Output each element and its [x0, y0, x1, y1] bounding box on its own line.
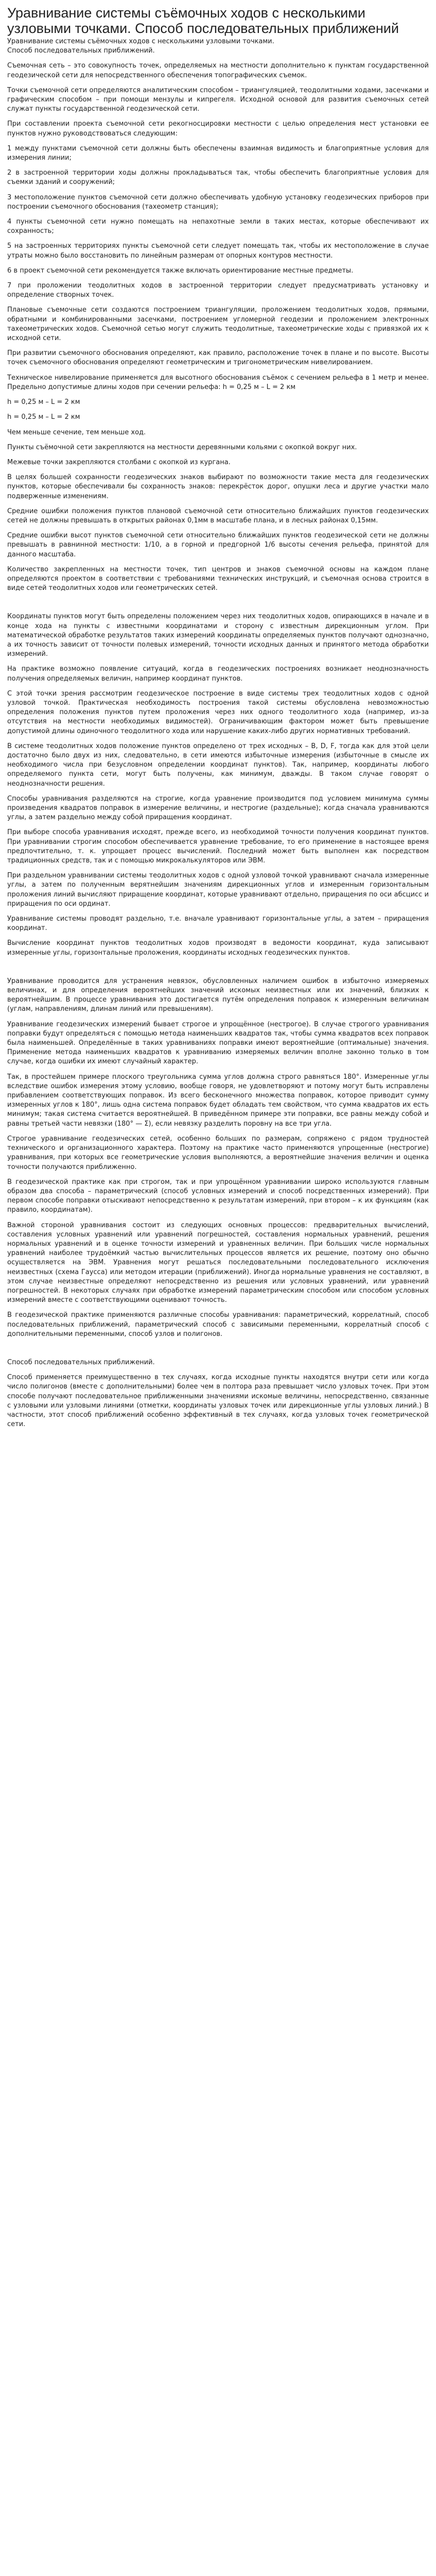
paragraph [7, 61, 429, 80]
paragraph [7, 281, 429, 300]
paragraph [7, 306, 429, 343]
paragraph [7, 217, 429, 236]
paragraph [7, 193, 429, 212]
paragraph [7, 1373, 429, 1429]
paragraph-text: В геодезической практике применяются различные способы уравнивания: параметрический, коррелатный, способ последовательных приближений, параметрический способ с зависимыми переменными, коррелатный способ с дополнительными переменными, способ узлов и полигонов. [7, 1311, 429, 1338]
paragraph-text: 4 пункты съемочной сети нужно помещать на непахотные земли в таких местах, которые обеспечивают их сохранность; [7, 218, 429, 235]
paragraph-text: Строгое уравнивание геодезических сетей, особенно больших по размерам, сопряжено с рядом трудностей технического и организационного характера. Поэтому на практике часто применяются упрощенные (нестрогие) уравнивания, при которых все геометрические условия выполняются, а вероятнейшие значения величин и оценка точности получаются приближенно. [7, 1134, 429, 1171]
paragraph-text: 3 местоположение пунктов съемочной сети должно обеспечивать удобную установку геодезических приборов при построении съемочного обоснования (тахеометр станция); [7, 193, 429, 211]
paragraph-text: Чем меньше сечение, тем меньше ход. [7, 428, 146, 436]
paragraph-text: В геодезической практике как при строгом, так и при упрощённом уравнивании широко используются главным образом два способа – параметрический (способ условных измерений и способ посредственных измерений). При первом способе поправки отыскивают непосредственно к результатам измерений, при втором – к их функциям (как правило, координатам). [7, 1178, 429, 1214]
paragraph [7, 144, 429, 163]
paragraph [7, 266, 429, 276]
paragraph [7, 349, 429, 367]
paragraph [7, 1358, 429, 1367]
paragraph-text: Техническое нивелирование применяется для высотного обоснования съёмок с сечением рельефа в 1 метр и менее. Предельно допустимые длины ходов при сечении рельефа: h = 0,25 м – L = 2 км [7, 374, 429, 391]
paragraph-text: Пункты съёмочной сети закрепляются на местности деревянными кольями с окопкой вокруг них. [7, 443, 357, 451]
paragraph-text: Уравнивание системы проводят раздельно, т.е. вначале уравнивают горизонтальные углы, а затем – приращения координат. [7, 915, 429, 933]
paragraph [7, 531, 429, 560]
paragraph [7, 794, 429, 823]
paragraph-text: Уравнивание геодезических измерений бывает строгое и упрощённое (нестрогое). В случае строгого уравнивания поправки будут определяться с помощью метода наименьших квадратов так, чтобы сумма квадратов всех поправок была наименьшей. Определённые в таких уравниваниях поправки имеют вероятнейшие (оптимальные) значения. Применение метода наименьших квадратов к уравниванию измеряемых величин вполне законно только в том случае, когда ошибки их имеют случайный характер. [7, 1020, 429, 1066]
paragraph-text: Межевые точки закрепляются столбами с окопкой из кургана. [7, 458, 231, 466]
paragraph-text: Средние ошибки высот пунктов съемочной сети относительно ближайших пунктов геодезической сети не должны превышать в равнинной местности: 1/10, а в горной и предгорной 1/6 высоты сечения рельефа, принятой для данного масштаба. [7, 532, 429, 558]
paragraph [7, 168, 429, 187]
paragraph-text: h = 0,25 м – L = 2 км [7, 398, 80, 406]
article-body [7, 37, 429, 1429]
paragraph [7, 443, 429, 452]
page-title: Уравнивание системы съёмочных ходов с несколькими узловыми точками. Способ последовательных приближений [7, 5, 399, 36]
paragraph-text: 6 в проект съемочной сети рекомендуется также включать ориентирование местные предметы. [7, 266, 354, 275]
paragraph-text: В целях большей сохранности геодезических знаков выбирают по возможности такие места для геодезических пунктов, которые обеспечивали бы сохранность знаков: перекрёсток дорог, опушки леса и другие участки мало подверженные изменениям. [7, 473, 429, 500]
paragraph-text: Съемочная сеть – это совокупность точек, определяемых на местности дополнительно к пунктам государственной геодезической сети для непосредственного обеспечения топографических съемок. [7, 62, 429, 79]
paragraph [7, 242, 429, 260]
paragraph-text: Способ применяется преимущественно в тех случаях, когда исходные пункты находятся внутри сети или когда число полигонов (вместе с дополнительными) более чем в полтора раза превышает число узловых точек. При этом способе получают последовательное приближенными значениями искомые величины, непосредственно, связанные с узловыми или узловыми линиями (отметки, координаты узловых точек или дирекционные углы узловых линий.) В частности, этот способ приближений особенно эффективный в тех случаях, когда узловых точек геометрической сети. [7, 1374, 429, 1429]
paragraph [7, 871, 429, 909]
paragraph-gap [7, 599, 429, 612]
paragraph-text: h = 0,25 м – L = 2 км [7, 413, 80, 421]
paragraph-text: При раздельном уравнивании системы теодолитных ходов с одной узловой точкой уравнивают сначала измеренные углы, а затем по полученным верятнейшим значениям дирекционных углов и измеренным горизонтальным проложения линий вычисляют приращение координат, которые уравнивают отдельно, приращения по оси абсцисс и приращения по оси ординат. [7, 872, 429, 908]
paragraph-text: Количество закрепленных на местности точек, тип центров и знаков съемочной основы на каждом планe определяются проектом в соответствии с требованиями технических инструкций, и съемочная основа строится в виде сетей теодолитных ходов или геометрических сетей. [7, 565, 429, 592]
paragraph [7, 413, 429, 422]
paragraph-text: Уравнивание проводится для устранения невязок, обусловленных наличием ошибок в избыточно измеряемых величинах, и для определения вероятнейших значений искомых неизвестных или их значений, близких к вероятнейшим. В процессе уравнивания это достигается путём определения поправок к измеренным величинам (углам, направлениям, длинам линий или превышениям). [7, 977, 429, 1013]
paragraph [7, 37, 429, 56]
paragraph-text: 1 между пунктами съемочной сети должны быть обеспечены взаимная видимость и благоприятные условия для измерения линии; [7, 144, 429, 162]
paragraph-text: Способ последовательных приближений. [7, 47, 155, 55]
paragraph [7, 689, 429, 736]
paragraph [7, 120, 429, 138]
paragraph [7, 428, 429, 437]
paragraph [7, 565, 429, 594]
paragraph-text: Так, в простейшем примере плоского треугольника сумма углов должна строго равняться 180°. Измеренные углы вследствие ошибок измерения этому условию, вообще говоря, не удовлетворяют и потому могут быть исправлены прибавлением соответствующих поправок. Из всего бесконечного множества поправок, которое приводит сумму измеренных углов к 180°, лишь одна система поправок будет обладать тем свойством, что сумма квадратов их есть минимум; такая система считается вероятнейшей. В приведённом примере эти поправки, все равны между собой и равны третьей части невязки (180° — Σ), если невязку разделить поровну на все три угла. [7, 1073, 429, 1128]
paragraph [7, 612, 429, 659]
paragraph-text: При развитии съемочного обоснования определяют, как правило, расположение точек в плане и по высоте. Высоты точек съемочного обоснования определяют геометрическим и тригонометрическим нивелированием. [7, 349, 429, 367]
paragraph-gap [7, 1345, 429, 1358]
paragraph-text: Точки съемочной сети определяются аналитическим способом – триангуляцией, теодолитными ходами, засечками и графическим способом – при помощи мензулы и кипрегеля. Исходной основой для развития съемочных сетей служат пункты государственной геодезической сети. [7, 86, 429, 113]
paragraph [7, 398, 429, 407]
paragraph-text: С этой точки зрения рассмотрим геодезическое построение в виде системы трех теодолитных ходов с одной узловой точкой. Практическая необходимость построения такой системы обусловлена невозможностью определения положения пунктов путем проложения через них одного теодолитного хода (например, из-за отсутствия на местности необходимых видимостей). Ограничивающим фактором может быть превышение допустимой длины одиночного теодолитного хода или нарушение каких-либо других нормативных требований. [7, 689, 429, 735]
paragraph [7, 977, 429, 1014]
paragraph-text: При выборе способа уравнивания исходят, прежде всего, из необходимой точности получения координат пунктов. При уравнивании строгим способом обеспечивается уравнение требование, то его применение в настоящее время предпочтительно, т. к. упрощает процесс вычислений. Последний может быть выполнен как посредством традиционных средств, так и с помощью микрокалькуляторов или ЭВМ. [7, 828, 429, 865]
paragraph-text: Вычисление координат пунктов теодолитных ходов производят в ведомости координат, куда записывают измеренные углы, горизонтальные проложения, координаты исходных геодезических пунктов. [7, 939, 429, 957]
paragraph [7, 374, 429, 392]
paragraph [7, 914, 429, 933]
paragraph-text: Уравнивание системы съёмочных ходов с несколькими узловыми точками. [7, 38, 274, 45]
paragraph-text: 5 на застроенных территориях пункты съемочной сети следует помещать так, чтобы их местоположение в случае утраты можно было восстановить по линейным размерам от опорных контуров местности. [7, 242, 429, 260]
paragraph [7, 1134, 429, 1172]
paragraph-text: Средние ошибки положения пунктов плановой съемочной сети относительно ближайших пунктов геодезических сетей не должны превышать в открытых районах 0,1мм в масштабе плана, и в лесных районах 0,15мм. [7, 507, 429, 524]
paragraph [7, 507, 429, 526]
paragraph [7, 86, 429, 114]
paragraph [7, 1311, 429, 1339]
paragraph-text: Плановые съемочные сети создаются построением триангуляции, проложением теодолитных ходов, прямыми, обратными и комбинированными засечками, построением угломерной геодезии и проложением электронных тахеометрических ходов. Съемочной сетью могут служить теодолитные, тахеометрические ходы с привязкой их к исходной сети. [7, 306, 429, 343]
paragraph [7, 1178, 429, 1215]
paragraph [7, 1020, 429, 1067]
paragraph-text: 7 при проложении теодолитных ходов в застроенной территории следует предусматривать установку и определение створных точек. [7, 282, 429, 299]
paragraph-text: В системе теодолитных ходов положение пунктов определено от трех исходных – В, D, F, тогда как для этой цели достаточно было двух из них, следовательно, в сети имеются избыточные измерения (избыточные в смысле их необходимого числа при безусловном определении координат пунктов). Так, например, координаты любого определяемого пункта сети, могут быть получены, как минимум, дважды. В таком случае говорят о неоднозначности решения. [7, 742, 429, 788]
paragraph [7, 1073, 429, 1129]
paragraph-text: Координаты пунктов могут быть определены положением через них теодолитных ходов, опирающихся в начале и в конце хода на пункты с известными координатами и сторону с известным дирекционным углом. При математической обработке результатов таких измерений координаты определяемых пунктов получают однозначно, а их точность зависит от точности полевых измерений, точности исходных данных и принятого метода обработки измерений. [7, 613, 429, 658]
paragraph [7, 665, 429, 683]
paragraph-text: На практике возможно появление ситуаций, когда в геодезических построениях возникает неоднозначность получения определяемых величин, например координат пунктов. [7, 665, 429, 683]
paragraph-text: Способ последовательных приближений. [7, 1358, 155, 1366]
paragraph-text: Важной стороной уравнивания состоит из следующих основных процессов: предварительных вычислений, составления условных уравнений или уравнений погрешностей, составления нормальных уравнений, решения нормальных уравнений и в оценке точности измерений и уравненных величин. При больших числе нормальных уравнений наиболее трудоёмкий частью вычислительных процессов является их решение, поэтому оно обычно осуществляется на ЭВМ. Уравнения могут решаться последовательными последовательного исключения неизвестных (схема Гаусса) или методом итерации (приближений). Иногда нормальные уравнения не составляют, в этом случае неизвестные определяют непосредственно из решения или условных уравнений, или уравнений погрешностей. В некоторых случаях при обработке измерений параметрическим способом или способом условных измерений вместе с соответствующими оценивают точность. [7, 1221, 429, 1304]
paragraph [7, 742, 429, 789]
paragraph-text: Способы уравнивания разделяются на строгие, когда уравнение производится под условием минимума суммы произведения квадратов поправок в измерение величины, и нестрогие (раздельные); когда сначала уравниваются углы, а затем раздельно между собой приращения координат. [7, 794, 429, 822]
paragraph [7, 458, 429, 467]
paragraph-text: При составлении проекта съемочной сети рекогносцировки местности с целью определения мест установки ее пунктов нужно руководствоваться следующим: [7, 120, 429, 138]
paragraph-text: 2 в застроенной территории ходы должны прокладываться так, чтобы обеспечить благоприятные условия для съемки зданий и сооружений; [7, 169, 429, 187]
paragraph [7, 1221, 429, 1306]
paragraph [7, 473, 429, 501]
paragraph [7, 828, 429, 866]
paragraph-gap [7, 963, 429, 977]
paragraph [7, 939, 429, 957]
